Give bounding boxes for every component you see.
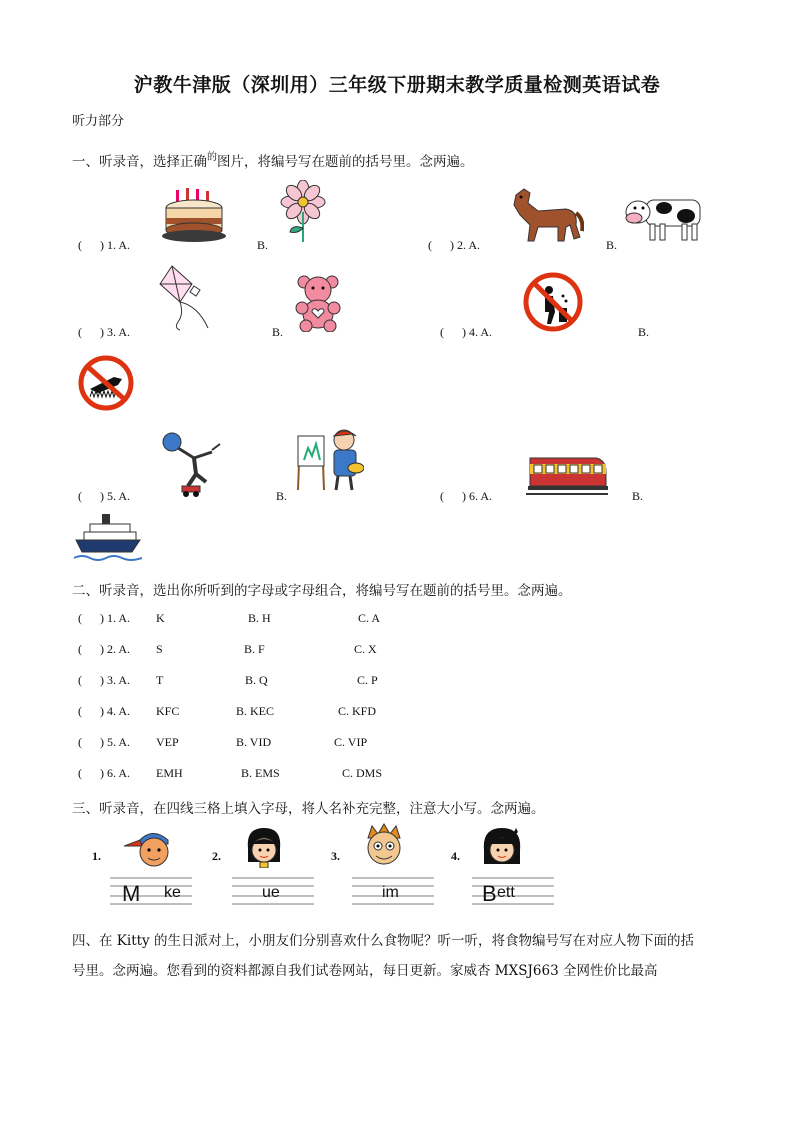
- p1-q6-prefix: ( ) 6. A.: [440, 489, 492, 503]
- p1-q5-prefix: ( ) 5. A.: [78, 489, 130, 503]
- p1-q6-b: B.: [632, 489, 644, 503]
- p2-q6-c: C. DMS: [342, 766, 383, 780]
- p3-item1-word: ke: [164, 884, 181, 901]
- p1-q3-prefix: ( ) 3. A.: [78, 325, 130, 339]
- p2-q2-prefix: ( ) 2. A.: [78, 642, 130, 656]
- p2-q4-c: C. KFD: [338, 704, 377, 718]
- part3-instruction: 三、听录音，在四线三格上填入字母，将人名补充完整，注意大小写。念两遍。: [72, 801, 545, 817]
- p2-q2-b: B. F: [244, 642, 265, 656]
- cake-icon: [160, 188, 228, 246]
- p3-item3-word: im: [382, 884, 399, 901]
- p2-q6-a: EMH: [156, 766, 183, 780]
- p2-q5-c: C. VIP: [334, 735, 368, 749]
- part1-instruction-sup: 的: [207, 152, 217, 163]
- p3-item4-num: 4.: [451, 849, 460, 863]
- p3-item4-word: ett: [497, 884, 515, 901]
- p2-q6-prefix: ( ) 6. A.: [78, 766, 130, 780]
- roller-skating-icon: [158, 430, 222, 498]
- kite-icon: [158, 262, 214, 332]
- p2-q2-c: C. X: [354, 642, 377, 656]
- no-littering-icon: [523, 272, 583, 332]
- p2-q1-a: K: [156, 611, 165, 625]
- p3-item1-letter: M: [122, 881, 141, 906]
- p2-q3-prefix: ( ) 3. A.: [78, 673, 130, 687]
- p3-item2-num: 2.: [212, 849, 221, 863]
- p2-q3-a: T: [156, 673, 164, 687]
- p2-q4-a: KFC: [156, 704, 180, 718]
- p1-q4-prefix: ( ) 4. A.: [440, 325, 492, 339]
- section-label: 听力部分: [72, 114, 125, 129]
- boy-cap-avatar: [124, 828, 180, 868]
- page-title: 沪教牛津版（深圳用）三年级下册期末教学质量检测英语试卷: [133, 74, 661, 96]
- p2-q5-prefix: ( ) 5. A.: [78, 735, 130, 749]
- girl-avatar: [244, 826, 284, 868]
- painting-boy-icon: [294, 426, 364, 494]
- p2-q3-c: C. P: [357, 673, 378, 687]
- part4-paragraph: [72, 926, 732, 986]
- part4-line2: 号里。念两遍。您看到的资料都源自我们试卷网站，每日更新。家威杏 MXSJ663 全网性价比最高: [72, 963, 658, 979]
- p2-q1-b: B. H: [248, 611, 271, 625]
- p2-q1-prefix: ( ) 1. A.: [78, 611, 130, 625]
- part1-instruction-pre: 一、听录音，选择正确: [72, 154, 207, 170]
- p1-q5-b: B.: [276, 489, 288, 503]
- part1-instruction-post: 图片，将编号写在题前的括号里。念两遍。: [217, 154, 474, 170]
- p1-q3-b: B.: [272, 325, 284, 339]
- train-icon: [526, 450, 608, 496]
- p2-q5-b: B. VID: [236, 735, 272, 749]
- p1-q1-prefix: ( ) 1. A.: [78, 238, 130, 252]
- p2-q4-prefix: ( ) 4. A.: [78, 704, 130, 718]
- p1-q4-b: B.: [638, 325, 650, 339]
- p2-q6-b: B. EMS: [241, 766, 280, 780]
- p2-q5-a: VEP: [156, 735, 179, 749]
- boy-spiky-hair-avatar: [362, 822, 406, 868]
- p3-item4-letter: B: [482, 881, 497, 906]
- girl-bob-hair-avatar: [482, 826, 522, 868]
- part4-line1: 四、在 Kitty 的生日派对上，小朋友们分别喜欢什么食物呢？听一听，将食物编号写在对应人物下面的括: [72, 933, 694, 949]
- p2-q4-b: B. KEC: [236, 704, 275, 718]
- p3-item1-num: 1.: [92, 849, 101, 863]
- p1-q1-b: B.: [257, 238, 269, 252]
- ship-icon: [74, 508, 142, 566]
- horse-icon: [508, 185, 584, 247]
- p2-q2-a: S: [156, 642, 163, 656]
- p3-item2-word: ue: [262, 884, 280, 901]
- p1-q2-prefix: ( ) 2. A.: [428, 238, 480, 252]
- p1-q2-b: B.: [606, 238, 618, 252]
- part1-instruction: [72, 150, 474, 170]
- p3-item3-num: 3.: [331, 849, 340, 863]
- flower-icon: [278, 180, 328, 244]
- no-walking-on-grass-icon: [76, 355, 136, 411]
- p2-q1-c: C. A: [358, 611, 381, 625]
- p2-q3-b: B. Q: [245, 673, 268, 687]
- part2-instruction: 二、听录音，选出你所听到的字母或字母组合，将编号写在题前的括号里。念两遍。: [72, 583, 572, 599]
- cow-icon: [624, 190, 706, 242]
- teddy-bear-icon: [294, 274, 342, 332]
